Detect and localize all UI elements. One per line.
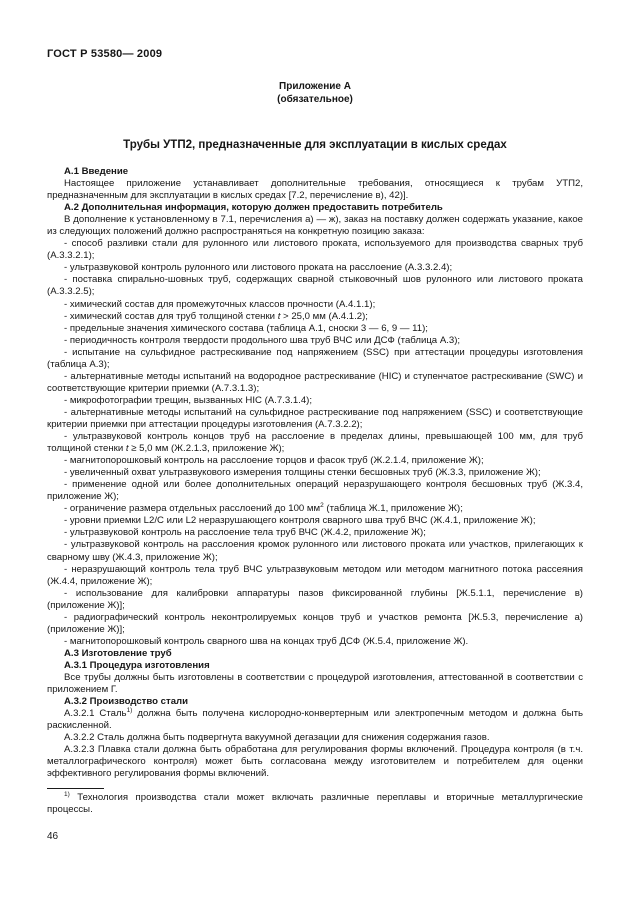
paragraph: - микрофотографии трещин, вызванных HIC (А.7.3.1.4);: [64, 394, 313, 406]
paragraph: - предельные значения химического состава (таблица А.1, сноски 3 — 6, 9 — 11);: [64, 322, 428, 334]
paragraph: - ультразвуковой контроль концов труб на расслоение в пределах длины, превышающей 100 мм, для труб толщиной стенки t ≥ 5,0 мм (Ж.2.1.3, приложение Ж);: [47, 431, 583, 455]
paragraph: - неразрушающий контроль тела труб ВЧС ультразвуковым методом или методом магнитного потока рассеяния (Ж.4.4, приложение Ж);: [47, 563, 583, 587]
paragraph: - периодичность контроля твердости продольного шва труб ВЧС или ДСФ (таблица А.3);: [64, 334, 461, 346]
paragraph: - использование для калибровки аппаратуры пазов фиксированной глубины [Ж.5.1.1, перечисление в) (приложение Ж)];: [47, 587, 583, 611]
paragraph: - применение одной или более дополнительных операций неразрушающего контроля бесшовных труб (Ж.3.4, приложение Ж);: [47, 479, 583, 503]
paragraph: - испытание на сульфидное растрескивание под напряжением (SSC) при аттестации процедуры изготовления (таблица А.3);: [47, 346, 583, 370]
paragraph: А.3.2.1 Сталь$^{1)}$ должна быть получена кислородно-конвертерным или электропечным методом и должна быть раскисленной.: [47, 706, 584, 732]
paragraph: - ультразвуковой контроль на расслоения кромок рулонного или листового проката или участков, прилегающих к сварному шву (Ж.4.3, приложение Ж);: [47, 539, 583, 563]
annex-heading: [47, 81, 583, 106]
annex-type: (обязательное): [277, 93, 353, 105]
section-heading: А.3.2 Производство стали: [64, 696, 189, 708]
paragraph: - химический состав для труб толщиной стенки t > 25,0 мм (А.4.1.2);: [64, 310, 368, 322]
section-heading: А.3 Изготовление труб: [64, 647, 172, 659]
paragraph: А.3.2.2 Сталь должна быть подвергнута вакуумной дегазации для снижения содержания газов.: [64, 732, 490, 744]
paragraph: - альтернативные методы испытаний на водородное растрескивание (HIC) и ступенчатое растрескивание (SWC) и соответствующие критерии приемки (А.7.3.1.3);: [47, 370, 583, 394]
paragraph: - магнитопорошковый контроль на расслоение торцов и фасок труб (Ж.2.1.4, приложение Ж);: [64, 455, 484, 467]
section-heading: А.3.1 Процедура изготовления: [64, 659, 210, 671]
footnote-divider: [47, 788, 104, 789]
paragraph: В дополнение к установленному в 7.1, перечисления а) — ж), заказ на поставку должен содержать указание, какое из следующих положений должно распространяться на конкретную позицию заказа:: [47, 214, 583, 238]
paragraph: - альтернативные методы испытаний на сульфидное растрескивание под напряжением (SSC) и соответствующие критерии приемки при аттестации процедуры изготовления (А.7.3.2.2);: [47, 406, 583, 430]
doc-number: ГОСТ Р 53580— 2009: [47, 48, 163, 60]
document-title: Трубы УТП2, предназначенные для эксплуатации в кислых средах: [123, 139, 507, 151]
paragraph: - ограничение размера отдельных расслоений до 100 $мм^2$ (таблица Ж.1, приложение Ж);: [64, 502, 463, 515]
paragraph: - ультразвуковой контроль рулонного или листового проката на расслоение (А.3.3.2.4);: [64, 262, 453, 274]
paragraph: - уровни приемки L2/C или L2 неразрушающего контроля сварного шва труб ВЧС (Ж.4.1, приложение Ж);: [64, 515, 536, 527]
paragraph: - химический состав для промежуточных классов прочности (А.4.1.1);: [64, 298, 376, 310]
paragraph: - ультразвуковой контроль на расслоение тела труб ВЧС (Ж.4.2, приложение Ж);: [64, 527, 426, 539]
paragraph: Настоящее приложение устанавливает дополнительные требования, относящиеся к трубам УТП2, предназначенным для эксплуатации в кислых средах [7.2, перечисление в), 42)].: [47, 178, 583, 202]
section-heading: А.2 Дополнительная информация, которую должен предоставить потребитель: [64, 202, 443, 214]
body-text: [47, 166, 583, 780]
annex-label: Приложение А: [279, 81, 351, 92]
paragraph: А.3.2.3 Плавка стали должна быть обработана для регулирования формы включений. Процедура контроля (в т.ч. металлографического контроля) может быть согласована между изготовителем и потребителем для оценки эффективного регулирования формы включений.: [47, 744, 583, 780]
paragraph: Все трубы должны быть изготовлены в соответствии с процедурой изготовления, аттестованной в соответствии с приложением Г.: [47, 671, 583, 696]
paragraph: - увеличенный охват ультразвукового измерения толщины стенки бесшовных труб (Ж.3.3, приложение Ж);: [64, 467, 541, 479]
paragraph: - поставка спирально-шовных труб, содержащих сварной стыковочный шов рулонного или листового проката (А.3.3.2.5);: [47, 274, 583, 298]
paragraph: - радиографический контроль неконтролируемых концов труб и участков ремонта [Ж.5.3, перечисление а) (приложение Ж)];: [47, 611, 583, 635]
paragraph: - магнитопорошковый контроль сварного шва на концах труб ДСФ (Ж.5.4, приложение Ж).: [64, 635, 469, 647]
footnote: $^{1)}$ Технология производства стали может включать различные переплавы и вторичные металлургические процессы.: [47, 791, 583, 816]
section-heading: А.1 Введение: [64, 166, 129, 177]
paragraph: - способ разливки стали для рулонного или листового проката, используемого для производства сварных труб (А.3.3.2.1);: [47, 238, 583, 262]
page-number: 46: [47, 831, 59, 842]
